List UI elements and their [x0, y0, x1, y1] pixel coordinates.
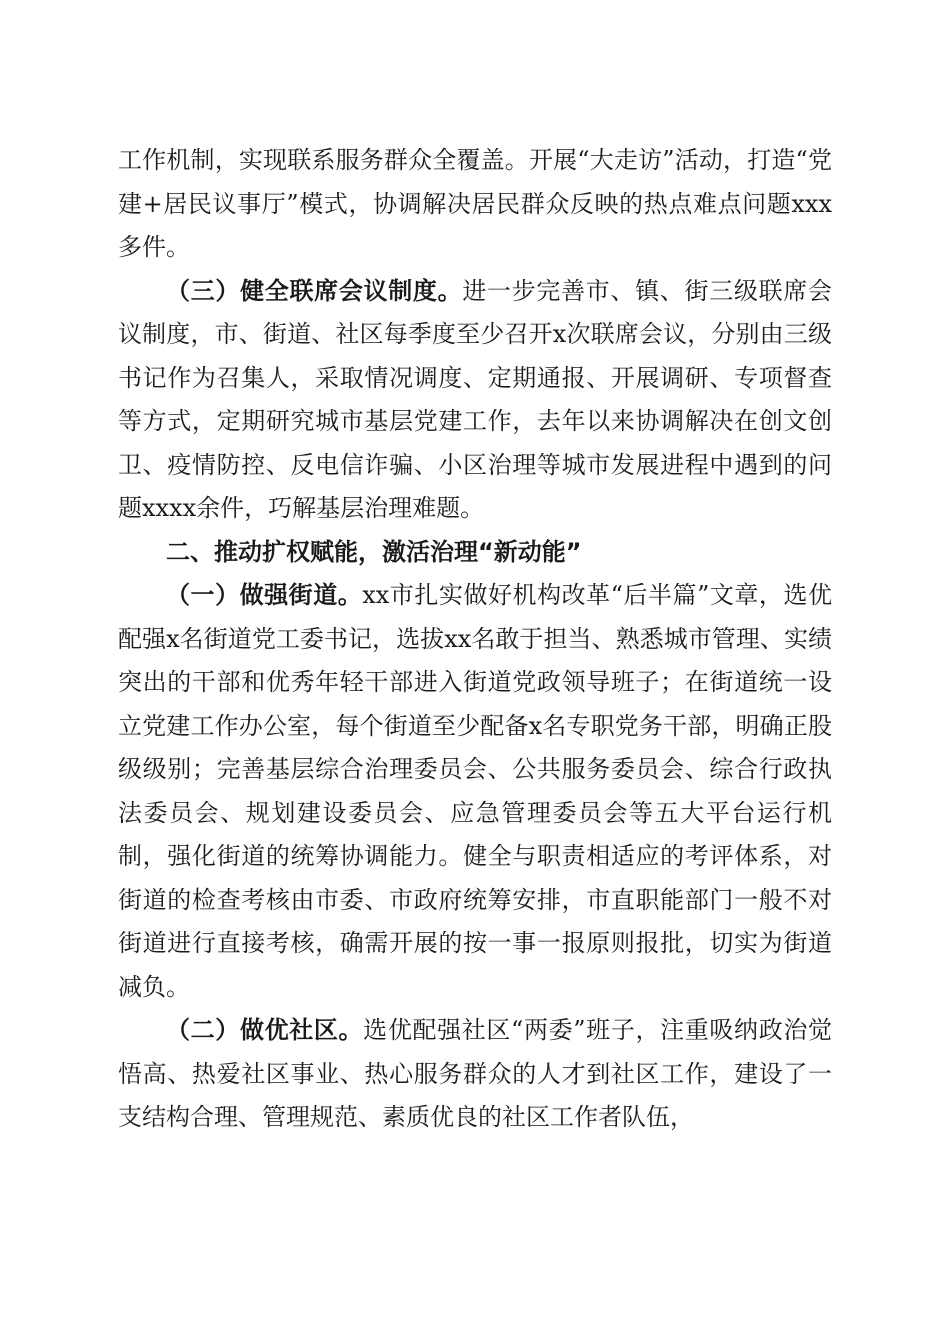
- paragraph-continuation: [118, 139, 832, 270]
- paragraph-text: 工作机制，实现联系服务群众全覆盖。开展“大走访”活动，打造“党建+居民议事厅”模式，协调解决居民群众反映的热点难点问题xxx多件。: [118, 146, 832, 261]
- paragraph-joint-meeting-system: [118, 270, 832, 531]
- paragraph-text: 进一步完善市、镇、街三级联席会议制度，市、街道、社区每季度至少召开x次联席会议，分别由三级书记作为召集人，采取情况调度、定期通报、开展调研、专项督查等方式，定期研究城市基层党建工作，去年以来协调解决在创文创卫、疫情防控、反电信诈骗、小区治理等城市发展进程中遇到的问题xxxx余件，巧解基层治理难题。: [118, 276, 833, 522]
- paragraph-text: 选优配强社区“两委”班子，注重吸纳政治觉悟高、热爱社区事业、热心服务群众的人才到社区工作，建设了一支结构合理、管理规范、素质优良的社区工作者队伍，: [118, 1016, 832, 1131]
- paragraph-optimize-communities: [118, 1009, 832, 1140]
- document-body: [118, 139, 832, 1140]
- paragraph-lead: （一）做强街道。: [166, 581, 363, 609]
- paragraph-text: xx市扎实做好机构改革“后半篇”文章，选优配强x名街道党工委书记，选拔xx名敢于担当、熟悉城市管理、实绩突出的干部和优秀年轻干部进入街道党政领导班子；在街道统一设立党建工作办公室，每个街道至少配备x名专职党务干部，明确正股级级别；完善基层综合治理委员会、公共服务委员会、综合行政执法委员会、规划建设委员会、应急管理委员会等五大平台运行机制，强化街道的统筹协调能力。健全与职责相适应的考评体系，对街道的检查考核由市委、市政府统筹安排，市直职能部门一般不对街道进行直接考核，确需开展的按一事一报原则报批，切实为街道减负。: [118, 581, 833, 1001]
- section-heading: 二、推动扩权赋能，激活治理“新动能”: [166, 537, 582, 566]
- paragraph-lead: （三）健全联席会议制度。: [166, 276, 463, 305]
- paragraph-lead: （二）做优社区。: [166, 1016, 364, 1044]
- paragraph-strengthen-streets: [118, 574, 832, 1009]
